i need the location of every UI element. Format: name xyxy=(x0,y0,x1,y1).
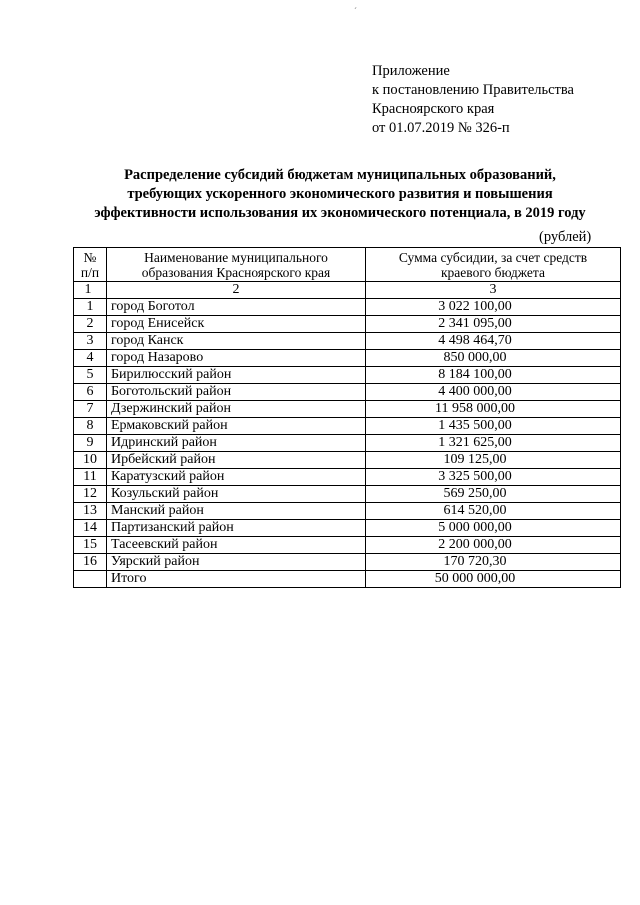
row-amount: 3 325 500,00 xyxy=(366,469,621,486)
row-name: Идринский район xyxy=(107,435,366,452)
row-amount: 850 000,00 xyxy=(366,350,621,367)
approval-line: к постановлению Правительства xyxy=(372,82,574,98)
row-name: Дзержинский район xyxy=(107,401,366,418)
row-name: город Енисейск xyxy=(107,316,366,333)
table-row xyxy=(74,554,621,571)
approval-block xyxy=(372,62,574,138)
table-row xyxy=(74,316,621,333)
row-amount: 569 250,00 xyxy=(366,486,621,503)
row-amount: 1 321 625,00 xyxy=(366,435,621,452)
table-row xyxy=(74,537,621,554)
row-name: Бирилюсский район xyxy=(107,367,366,384)
subsidy-table xyxy=(73,247,621,588)
row-name: Каратузский район xyxy=(107,469,366,486)
total-amount: 50 000 000,00 xyxy=(366,571,621,588)
row-name: Ирбейский район xyxy=(107,452,366,469)
table-row xyxy=(74,401,621,418)
row-name: Козульский район xyxy=(107,486,366,503)
row-amount: 2 341 095,00 xyxy=(366,316,621,333)
row-number: 2 xyxy=(74,316,107,333)
row-name: Тасеевский район xyxy=(107,537,366,554)
table-row xyxy=(74,299,621,316)
table-row xyxy=(74,350,621,367)
approval-line: Красноярского края xyxy=(372,101,495,117)
document-title xyxy=(60,166,620,223)
row-number: 6 xyxy=(74,384,107,401)
row-number: 13 xyxy=(74,503,107,520)
table-row xyxy=(74,452,621,469)
table-row xyxy=(74,418,621,435)
table-header-row xyxy=(74,248,621,282)
header-number: № п/п xyxy=(74,248,107,282)
approval-line: от 01.07.2019 № 326-п xyxy=(372,120,510,136)
row-name: Боготольский район xyxy=(107,384,366,401)
table-row xyxy=(74,520,621,537)
row-name: Партизанский район xyxy=(107,520,366,537)
row-number: 4 xyxy=(74,350,107,367)
row-number: 12 xyxy=(74,486,107,503)
row-amount: 2 200 000,00 xyxy=(366,537,621,554)
row-number: 8 xyxy=(74,418,107,435)
row-amount: 614 520,00 xyxy=(366,503,621,520)
row-number: 10 xyxy=(74,452,107,469)
title-line: Распределение субсидий бюджетам муниципальных образований, xyxy=(124,167,556,183)
column-numbers-row xyxy=(74,282,621,299)
header-amount: Сумма субсидии, за счет средств краевого бюджета xyxy=(366,248,621,282)
title-line: требующих ускоренного экономического развития и повышения xyxy=(127,186,553,202)
table-row xyxy=(74,367,621,384)
row-number: 9 xyxy=(74,435,107,452)
row-name: город Боготол xyxy=(107,299,366,316)
row-number: 5 xyxy=(74,367,107,384)
column-number: 3 xyxy=(366,282,621,299)
row-number: 14 xyxy=(74,520,107,537)
approval-line: Приложение xyxy=(372,63,450,79)
total-label: Итого xyxy=(107,571,366,588)
header-name: Наименование муниципального образования Красноярского края xyxy=(107,248,366,282)
row-number: 3 xyxy=(74,333,107,350)
table-row xyxy=(74,503,621,520)
row-amount: 3 022 100,00 xyxy=(366,299,621,316)
table-row xyxy=(74,469,621,486)
table-row xyxy=(74,384,621,401)
column-number: 1 xyxy=(74,282,107,299)
table-row xyxy=(74,333,621,350)
row-amount: 1 435 500,00 xyxy=(366,418,621,435)
row-amount: 4 400 000,00 xyxy=(366,384,621,401)
row-number: 1 xyxy=(74,299,107,316)
row-name: Уярский район xyxy=(107,554,366,571)
row-number: 7 xyxy=(74,401,107,418)
title-line: эффективности использования их экономического потенциала, в 2019 году xyxy=(94,205,586,221)
row-number: 15 xyxy=(74,537,107,554)
row-number: 11 xyxy=(74,469,107,486)
scan-mark: ´ xyxy=(354,6,357,16)
row-name: Ермаковский район xyxy=(107,418,366,435)
units-label: (рублей) xyxy=(539,229,592,245)
row-amount: 5 000 000,00 xyxy=(366,520,621,537)
column-number: 2 xyxy=(107,282,366,299)
row-name: Манский район xyxy=(107,503,366,520)
row-name: город Назарово xyxy=(107,350,366,367)
row-amount: 11 958 000,00 xyxy=(366,401,621,418)
total-row xyxy=(74,571,621,588)
row-name: город Канск xyxy=(107,333,366,350)
row-amount: 109 125,00 xyxy=(366,452,621,469)
total-number xyxy=(74,571,107,588)
table-row xyxy=(74,486,621,503)
row-number: 16 xyxy=(74,554,107,571)
row-amount: 8 184 100,00 xyxy=(366,367,621,384)
row-amount: 4 498 464,70 xyxy=(366,333,621,350)
table-row xyxy=(74,435,621,452)
row-amount: 170 720,30 xyxy=(366,554,621,571)
